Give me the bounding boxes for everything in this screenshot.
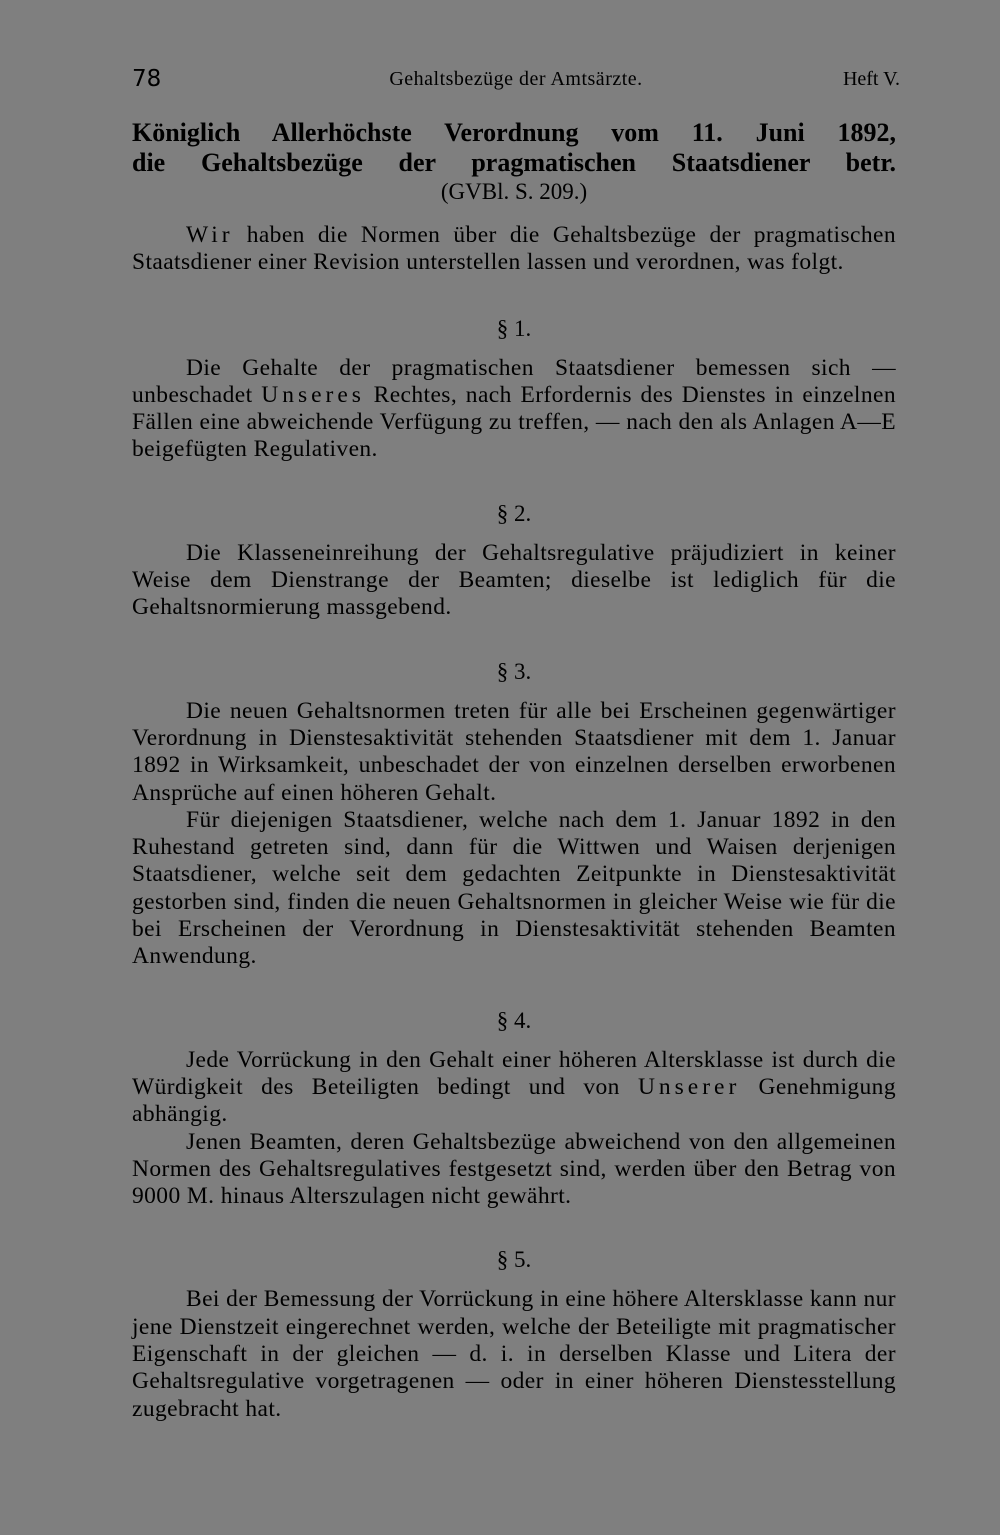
issue-label: Heft V.: [842, 68, 900, 90]
section-4-paragraph-1: [132, 1047, 896, 1129]
preamble-paragraph: [132, 222, 896, 277]
document-title: [132, 118, 896, 178]
section-1-paragraph-1: [132, 355, 896, 464]
title-line-1: Königlich Allerhöchste Verordnung vom 11. Juni 1892,: [132, 118, 896, 147]
section-1-text-b: Rechtes, nach Erfordernis des Dienstes in einzelnen Fällen eine abweichende Verfügung zu treffen, — nach den als Anlagen A—E beigefügten Regulativen.: [132, 381, 896, 463]
running-header: [132, 66, 900, 96]
section-5-paragraph-1: Bei der Bemessung der Vorrückung in eine höhere Altersklasse kann nur jene Dienstzeit eingerechnet werden, welche der Beteiligte mit pragmatischer Eigenschaft in der gleichen — d. i. in derselben Klasse und Litera der Gehaltsregulative vorgetragenen — oder in einer höheren Dienstesstellung zugebracht hat.: [132, 1286, 896, 1422]
page-number: 78: [132, 66, 162, 92]
section-3-paragraph-1: Die neuen Gehaltsnormen treten für alle bei Erscheinen gegenwärtiger Verordnung in Dienstesaktivität stehenden Staatsdiener mit dem 1. Januar 1892 in Wirksamkeit, unbeschadet der von einzelnen derselben erworbenen Ansprüche auf einen höheren Gehalt.: [132, 697, 896, 806]
section-3-paragraph-2: Für diejenigen Staatsdiener, welche nach dem 1. Januar 1892 in den Ruhestand getreten sind, dann für die Wittwen und Waisen derjenigen Staatsdiener, welche seit dem gedachten Zeitpunkte in Dienstesaktivität gestorben sind, finden die neuen Gehaltsnormen in gleicher Weise wie für die bei Erscheinen der Verordnung in Dienstesaktivität stehenden Beamten Anwendung.: [132, 806, 896, 970]
preamble-text: haben die Normen über die Gehaltsbezüge der pragmatischen Staatsdiener einer Revision unterstellen lassen und verordnen, was folgt.: [132, 222, 896, 276]
section-heading-3: § 3.: [496, 658, 532, 684]
section-1-spaced-word: Unseres: [261, 381, 365, 408]
section-4-spaced-word: Unserer: [637, 1073, 741, 1100]
source-citation: (GVBl. S. 209.): [440, 179, 588, 204]
section-heading-4: § 4.: [496, 1007, 532, 1033]
section-1-text-a: Die Gehalte der pragmatischen Staatsdiener bemessen sich — unbeschadet: [132, 354, 896, 408]
section-heading-2: § 2.: [496, 500, 532, 526]
section-4-text-b: Genehmigung abhängig.: [132, 1073, 896, 1128]
preamble-spaced-word: Wir: [186, 222, 234, 248]
title-line-2: die Gehaltsbezüge der pragmatischen Staatsdiener betr.: [132, 148, 896, 177]
section-heading-5: § 5.: [496, 1247, 532, 1273]
running-title: Gehaltsbezüge der Amtsärzte.: [389, 68, 643, 90]
section-4-paragraph-2: Jenen Beamten, deren Gehaltsbezüge abweichend von den allgemeinen Normen des Gehaltsregulatives festgesetzt sind, werden über den Betrag von 9000 M. hinaus Alterszulagen nicht gewährt.: [132, 1128, 896, 1210]
section-2-paragraph-1: Die Klasseneinreihung der Gehaltsregulative präjudiziert in keiner Weise dem Dienstrange der Beamten; dieselbe ist lediglich für die Gehaltsnormierung massgebend.: [132, 539, 896, 621]
section-4-text-a: Jede Vorrückung in den Gehalt einer höheren Altersklasse ist durch die Würdigkeit des Beteiligten bedingt und von: [132, 1046, 896, 1100]
section-heading-1: § 1.: [496, 315, 532, 341]
main-text: [132, 118, 896, 1423]
